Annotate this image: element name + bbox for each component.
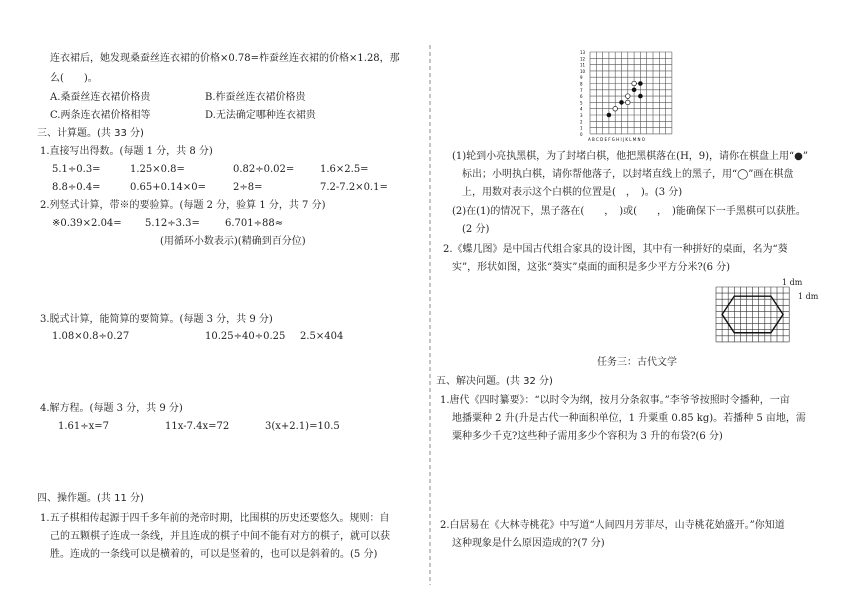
black-stone bbox=[607, 113, 612, 118]
column-divider bbox=[428, 45, 432, 585]
task-3-heading: 任务三：古代文学 bbox=[597, 357, 677, 368]
board-y-label: 11 bbox=[580, 62, 586, 68]
problem-1-line3: 粟种多少千克?这些种子需用多少个容积为 3 升的布袋?(6 分) bbox=[452, 431, 723, 442]
calc-item: 6.701÷88≈ bbox=[225, 218, 284, 229]
table-q2-line1: 2.《蝶几图》是中国古代组合家具的设计图，其中有一种拼好的桌面，名为“葵 bbox=[443, 244, 788, 255]
option-c: C.两条连衣裙价格相等 bbox=[50, 110, 151, 121]
operation-q1-line3: 胜。连成的一条线可以是横着的，可以是竖着的，也可以是斜着的。(5 分) bbox=[50, 549, 378, 560]
calc-item: ※0.39×2.04= bbox=[52, 218, 122, 229]
white-stone bbox=[632, 81, 637, 86]
table-q2-line2: 实”，形状如图，这张“葵实”桌面的面积是多少平方分米?(6 分) bbox=[452, 262, 731, 273]
calc-item: 10.25÷40÷0.25 bbox=[205, 331, 286, 342]
scale-label-1: 1 dm bbox=[782, 278, 803, 287]
calc-item: 1.25×0.8= bbox=[130, 164, 185, 175]
option-d: D.无法确定哪种连衣裙贵 bbox=[205, 110, 316, 121]
board-y-label: 8 bbox=[580, 81, 583, 87]
section-5-heading: 五、解决问题。(共 32 分) bbox=[436, 376, 553, 387]
board-q2-line1: (2)在(1)的情况下，黑子落在( ， )或( ， )能确保下一手黑棋可以获胜。 bbox=[452, 206, 806, 217]
calc-q1: 1.直接写出得数。(每题 1 分，共 8 分) bbox=[40, 146, 213, 157]
black-stone bbox=[632, 88, 637, 93]
white-stone bbox=[626, 94, 631, 99]
board-y-label: 9 bbox=[580, 75, 583, 81]
board-y-label: 13 bbox=[580, 50, 586, 55]
problem-1-line2: 地播粟种 2 升(升是古代一种面积单位，1 升粟重 0.85 kg)。若播种 5 亩地，需 bbox=[452, 413, 806, 424]
board-y-label: 2 bbox=[580, 119, 583, 125]
board-q1-line3: 上，用数对表示这个白棋的位置是( ， )。(3 分) bbox=[462, 187, 683, 198]
board-q1-line2: 标出；小明执白棋，请你帮他落子，以封堵直线上的黑子，用“◯”画在棋盘 bbox=[462, 169, 794, 180]
problem-2-line2: 这种现象是什么原因造成的?(7 分) bbox=[452, 538, 605, 549]
board-y-label: 3 bbox=[580, 113, 583, 118]
calc-item: 5.12÷3.3= bbox=[145, 218, 200, 229]
board-x-labels: A B C D E F G H I J K L M N O bbox=[588, 136, 645, 142]
black-stone bbox=[638, 94, 643, 99]
calc-item: 7.2-7.2×0.1= bbox=[320, 182, 388, 193]
kuishi-table-figure bbox=[714, 285, 814, 347]
board-y-label: 4 bbox=[580, 106, 583, 112]
option-a: A.桑蚕丝连衣裙价格贵 bbox=[50, 92, 151, 103]
section-4-heading: 四、操作题。(共 11 分) bbox=[37, 493, 144, 504]
board-y-label: 0 bbox=[580, 131, 583, 137]
board-q2-line2: (2 分) bbox=[462, 224, 490, 235]
calc-item: 0.82÷0.02= bbox=[233, 164, 295, 175]
calc-item: 5.1÷0.3= bbox=[52, 164, 101, 175]
calc-item: 2.5×404 bbox=[300, 331, 344, 342]
board-y-label: 10 bbox=[580, 68, 586, 74]
board-q1-line1: (1)轮到小亮执黑棋，为了封堵白棋，他把黑棋落在(H，9)，请你在棋盘上用“●” bbox=[452, 151, 809, 162]
calc-q4: 4.解方程。(每题 3 分，共 9 分) bbox=[40, 403, 183, 414]
gomoku-board bbox=[580, 48, 688, 146]
equation-item: 3(x+2.1)=10.5 bbox=[265, 421, 340, 432]
operation-q1-line2: 己的五颗棋子连成一条线，并且连成的棋子中间不能有对方的棋子，就可以获 bbox=[50, 531, 390, 542]
problem-2-line1: 2.白居易在《大林寺桃花》中写道“人间四月芳菲尽，山寺桃花始盛开。”你知道 bbox=[440, 520, 785, 531]
option-b: B.柞蚕丝连衣裙价格贵 bbox=[205, 92, 306, 103]
black-stone bbox=[638, 81, 643, 86]
calc-item: 8.8÷0.4= bbox=[52, 182, 101, 193]
board-y-label: 6 bbox=[580, 94, 583, 100]
continued-question-line1: 连衣裙后，她发现桑蚕丝连衣裙的价格×0.78=柞蚕丝连衣裙的价格×1.28，那 bbox=[50, 53, 400, 64]
calc-q2: 2.列竖式计算，带※的要验算。(每题 2 分，验算 1 分，共 7 分) bbox=[40, 200, 326, 211]
board-y-label: 1 bbox=[580, 125, 583, 131]
board-y-label: 5 bbox=[580, 100, 583, 106]
calc-item: 1.08×0.8÷0.27 bbox=[52, 331, 130, 342]
calc-item: 0.65+0.14×0= bbox=[130, 182, 207, 193]
section-3-heading: 三、计算题。(共 33 分) bbox=[37, 128, 144, 139]
board-y-label: 12 bbox=[580, 56, 586, 62]
continued-question-line2: 么( )。 bbox=[50, 73, 98, 84]
calc-item: 1.6×2.5= bbox=[320, 164, 369, 175]
calc-q3: 3.脱式计算，能简算的要简算。(每题 3 分，共 9 分) bbox=[40, 314, 273, 325]
problem-1-line1: 1.唐代《四时纂要》：“以时令为纲，按月分条叙事。”李爷爷按照时令播种，一亩 bbox=[440, 395, 790, 406]
black-stone bbox=[619, 100, 624, 105]
white-stone bbox=[626, 100, 631, 105]
operation-q1-line1: 1.五子棋相传起源于四千多年前的尧帝时期，比围棋的历史还要悠久。规则：自 bbox=[40, 513, 390, 524]
calc-note: (用循环小数表示)(精确到百分位) bbox=[160, 236, 306, 247]
equation-item: 11x-7.4x=72 bbox=[165, 421, 230, 432]
board-y-label: 7 bbox=[580, 87, 583, 93]
scale-label-2: 1 dm bbox=[798, 292, 819, 301]
white-stone bbox=[613, 106, 618, 111]
equation-item: 1.61÷x=7 bbox=[58, 421, 110, 432]
calc-item: 2÷8= bbox=[233, 182, 263, 193]
